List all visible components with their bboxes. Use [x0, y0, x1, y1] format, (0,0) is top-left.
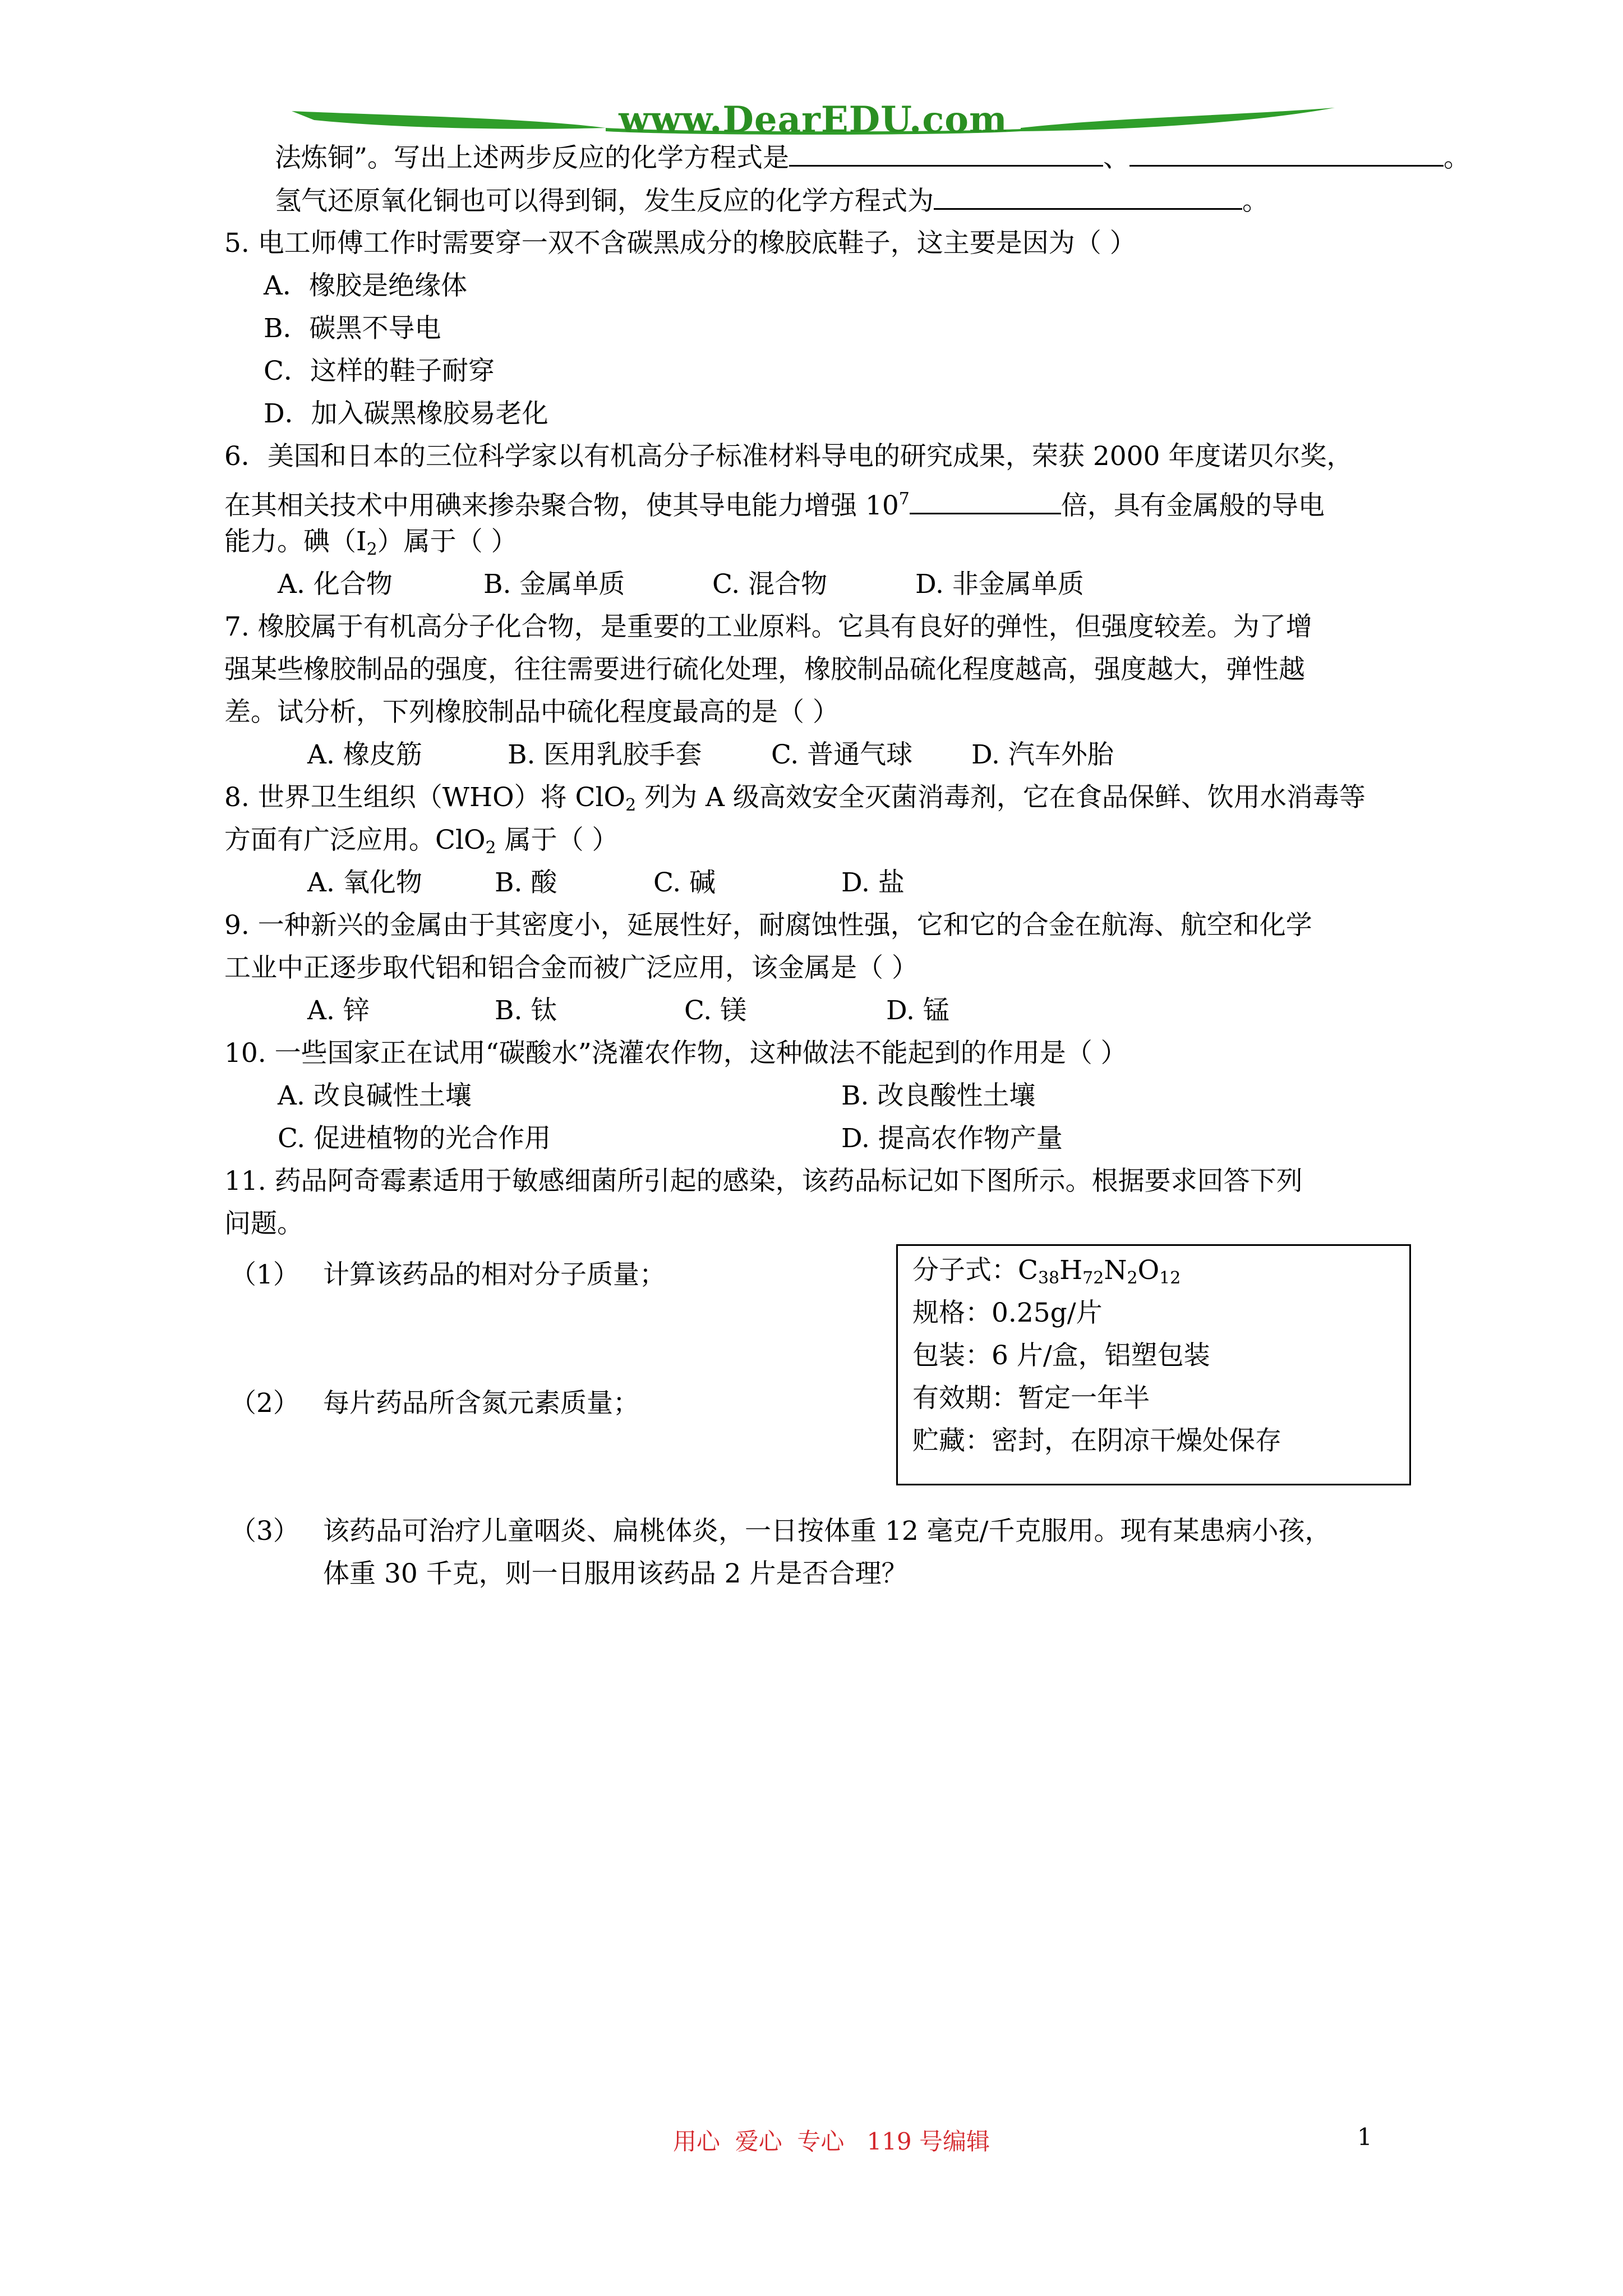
q7-line3: 差。试分析，下列橡胶制品中硫化程度最高的是（ ） [224, 697, 839, 728]
logo-text: www.DearEDU.com [619, 99, 1008, 141]
q5-option-c[interactable]: C．这样的鞋子耐穿 [264, 356, 495, 386]
q6-option-d[interactable]: D. 非金属单质 [915, 569, 1084, 600]
subscript: 72 [1082, 1268, 1104, 1288]
q10-option-a[interactable]: A. 改良碱性土壤 [278, 1080, 472, 1111]
q11-sub2-number: （2） [230, 1388, 299, 1419]
q7-line1: 7. 橡胶属于有机高分子化合物，是重要的工业原料。它具有良好的弹性，但强度较差。为了增 [224, 611, 1312, 642]
q6-line3-text: 能力。碘（I [224, 526, 367, 557]
q11-line2: 问题。 [224, 1208, 303, 1239]
q6-line2-text: 在其相关技术中用碘来掺杂聚合物，使其导电能力增强 10 [224, 490, 899, 521]
q7-option-b[interactable]: B. 医用乳胶手套 [508, 739, 702, 770]
q11-sub3-line1: 该药品可治疗儿童咽炎、扁桃体炎，一日按体重 12 毫克/千克服用。现有某患病小孩， [323, 1516, 1331, 1547]
q5-option-b[interactable]: B．碳黑不导电 [264, 313, 441, 344]
subscript: 2 [1127, 1268, 1138, 1288]
q5-option-a[interactable]: A．橡胶是绝缘体 [264, 270, 467, 301]
q8-line2-text: 方面有广泛应用。ClO [224, 825, 486, 855]
validity-text: 有效期：暂定一年半 [912, 1383, 1150, 1414]
q4-line1 [275, 140, 1470, 175]
element-h: H [1059, 1255, 1083, 1286]
q5-option-d[interactable]: D．加入碳黑橡胶易老化 [264, 398, 548, 429]
element-c: C [1018, 1255, 1038, 1286]
q6-option-a[interactable]: A. 化合物 [278, 569, 393, 600]
q4-line2-end: 。 [1242, 186, 1269, 217]
q8-option-d[interactable]: D. 盐 [841, 867, 905, 898]
q11-sub3-line2: 体重 30 千克，则一日服用该药品 2 片是否合理？ [323, 1558, 908, 1589]
subscript: 38 [1038, 1268, 1060, 1288]
q8-option-b[interactable]: B. 酸 [495, 867, 557, 898]
exponent: 7 [898, 489, 910, 509]
q9-option-d[interactable]: D. 锰 [886, 995, 949, 1026]
q10-option-b[interactable]: B. 改良酸性土壤 [841, 1080, 1036, 1111]
subscript: 12 [1159, 1268, 1181, 1288]
q9-line1: 9. 一种新兴的金属由于其密度小，延展性好，耐腐蚀性强，它和它的合金在航海、航空和化学 [224, 910, 1312, 941]
q6-line1: 6．美国和日本的三位科学家以有机高分子标准材料导电的研究成果，荣获 2000 年度诺贝尔奖， [224, 441, 1353, 472]
q11-sub1-text: 计算该药品的相对分子质量； [323, 1259, 666, 1290]
pack-text: 包装：6 片/盒，铝塑包装 [912, 1340, 1210, 1371]
q6-option-b[interactable]: B. 金属单质 [483, 569, 625, 600]
q7-line2: 强某些橡胶制品的强度，往往需要进行硫化处理，橡胶制品硫化程度越高，强度越大，弹性越 [224, 654, 1305, 685]
q8-line1-suffix: 列为 A 级高效安全灭菌消毒剂，它在食品保鲜、饮用水消毒等 [636, 782, 1366, 813]
q9-option-c[interactable]: C. 镁 [684, 995, 747, 1026]
q6-line3-suffix: ）属于（ ） [377, 526, 518, 557]
medicine-label-box [896, 1244, 1411, 1485]
q9-line2: 工业中正逐步取代铝和铝合金而被广泛应用，该金属是（ ） [224, 953, 918, 983]
q11-sub1-number: （1） [230, 1259, 299, 1290]
q10-stem: 10. 一些国家正在试用“碳酸水”浇灌农作物，这种做法不能起到的作用是（ ） [224, 1038, 1127, 1069]
element-o: O [1137, 1255, 1160, 1286]
q8-line2 [224, 823, 619, 865]
q8-option-c[interactable]: C. 碱 [653, 867, 716, 898]
q7-option-c[interactable]: C. 普通气球 [771, 739, 913, 770]
footer-text: 用心 爱心 专心 119 号编辑 [673, 2128, 990, 2155]
answer-blank[interactable] [1129, 140, 1444, 167]
storage-text: 贮藏：密封，在阴凉干燥处保存 [912, 1425, 1281, 1456]
subscript: 2 [625, 795, 637, 815]
spec-text: 规格：0.25g/片 [912, 1297, 1103, 1328]
q5-stem: 5. 电工师傅工作时需要穿一双不含碳黑成分的橡胶底鞋子，这主要是因为（ ） [224, 228, 1136, 259]
answer-blank[interactable] [910, 488, 1061, 514]
q6-line2 [224, 482, 1325, 523]
subscript: 2 [485, 838, 496, 858]
q8-line1-text: 8. 世界卫生组织（WHO）将 ClO [224, 782, 626, 813]
page-number: 1 [1357, 2123, 1372, 2151]
q4-line2-text: 氢气还原氧化铜也可以得到铜，发生反应的化学方程式为 [275, 186, 934, 217]
element-n: N [1104, 1255, 1127, 1286]
answer-blank[interactable] [789, 140, 1103, 167]
q4-line1-end: 。 [1444, 142, 1470, 173]
q10-option-c[interactable]: C. 促进植物的光合作用 [278, 1123, 551, 1154]
q6-line3 [224, 525, 518, 567]
molecular-formula [912, 1254, 1181, 1295]
q6-line2-suffix: 倍，具有金属般的导电 [1061, 490, 1325, 521]
q10-option-d[interactable]: D. 提高农作物产量 [841, 1123, 1063, 1154]
q8-option-a[interactable]: A. 氧化物 [307, 867, 422, 898]
q11-line1: 11. 药品阿奇霉素适用于敏感细菌所引起的感染，该药品标记如下图所示。根据要求回答下列 [224, 1166, 1303, 1197]
q6-option-c[interactable]: C. 混合物 [712, 569, 828, 600]
q4-line1-text: 法炼铜”。写出上述两步反应的化学方程式是 [275, 142, 790, 173]
answer-blank[interactable] [934, 183, 1242, 210]
subscript: 2 [366, 540, 377, 559]
q11-sub3-number: （3） [230, 1516, 299, 1547]
q4-separator: 、 [1103, 142, 1130, 173]
q8-line1 [224, 781, 1366, 822]
q11-sub2-text: 每片药品所含氮元素质量； [323, 1388, 639, 1419]
q9-option-a[interactable]: A. 锌 [307, 995, 370, 1026]
q7-option-d[interactable]: D. 汽车外胎 [971, 739, 1114, 770]
q8-line2-suffix: 属于（ ） [496, 825, 619, 855]
formula-label: 分子式： [912, 1255, 1018, 1286]
q7-option-a[interactable]: A. 橡皮筋 [307, 739, 422, 770]
q4-line2 [275, 183, 1269, 218]
q9-option-b[interactable]: B. 钛 [495, 995, 557, 1026]
